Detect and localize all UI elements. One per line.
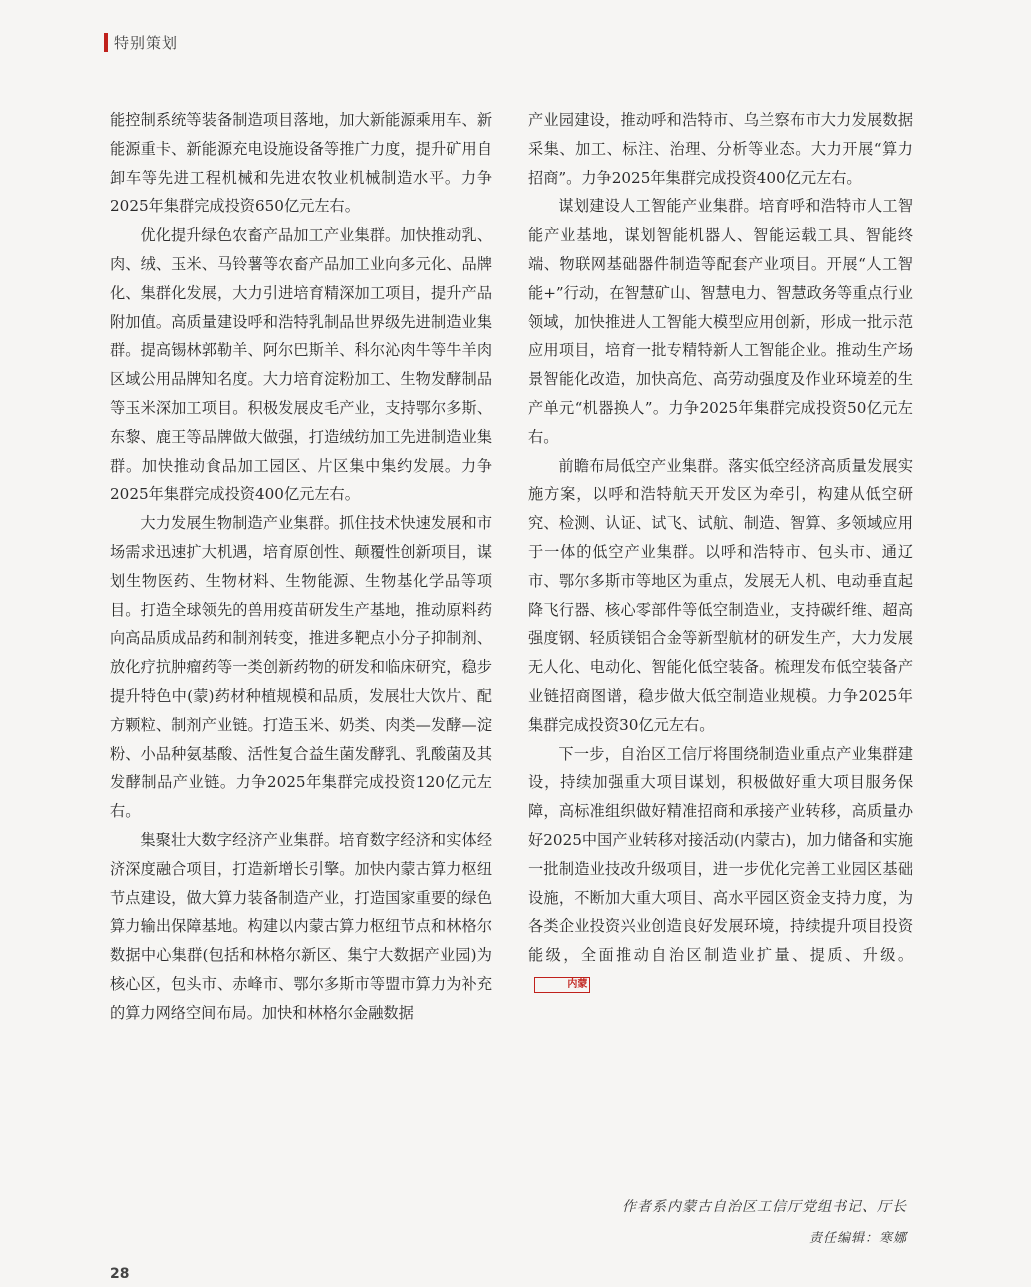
paragraph: 前瞻布局低空产业集群。落实低空经济高质量发展实施方案，以呼和浩特航天开发区为牵引，构建从低空研究、检测、认证、试飞、试航、制造、智算、多领域应用于一体的低空产业集群。以呼和浩特市、包头市、通辽市、鄂尔多斯市等地区为重点，发展无人机、电动垂直起降飞行器、核心零部件等低空制造业，支持碳纤维、超高强度钢、轻质镁铝合金等新型航材的研发生产，大力发展无人化、电动化、智能化低空装备。梳理发布低空装备产业链招商图谱，稳步做大低空制造业规模。力争2025年集群完成投资30亿元左右。 bbox=[528, 456, 913, 734]
section-title: 特别策划 bbox=[114, 34, 179, 52]
paragraph: 能控制系统等装备制造项目落地，加大新能源乘用车、新能源重卡、新能源充电设施设备等推广力度，提升矿用自卸车等先进工程机械和先进农牧业机械制造水平。力争2025年集群完成投资650亿元左右。 bbox=[110, 111, 492, 216]
final-paragraph bbox=[528, 740, 913, 999]
page-number: 28 bbox=[110, 1266, 130, 1282]
paragraph: 产业园建设，推动呼和浩特市、乌兰察布市大力发展数据采集、加工、标注、治理、分析等业态。大力开展“算力招商”。力争2025年集群完成投资400亿元左右。 bbox=[528, 111, 913, 187]
editor-credit: 责任编辑：寒娜 bbox=[808, 1231, 907, 1246]
left-column bbox=[110, 106, 492, 1028]
paragraph-text: 下一步，自治区工信厅将围绕制造业重点产业集群建设，持续加强重大项目谋划，积极做好重大项目服务保障，高标准组织做好精准招商和承接产业转移，高质量办好2025中国产业转移对接活动(内蒙古)，加力储备和实施一批制造业技改升级项目，进一步优化完善工业园区基础设施，不断加大重大项目、高水平园区资金支持力度，为各类企业投资兴业创造良好发展环境，持续提升项目投资能级，全面推动自治区制造业扩量、提质、升级。 bbox=[528, 744, 913, 965]
author-note: 作者系内蒙古自治区工信厅党组书记、厅长 bbox=[622, 1199, 907, 1215]
right-column bbox=[528, 106, 913, 999]
paragraph: 大力发展生物制造产业集群。抓住技术快速发展和市场需求迅速扩大机遇，培育原创性、颠覆性创新项目，谋划生物医药、生物材料、生物能源、生物基化学品等项目。打造全球领先的兽用疫苗研发生产基地，推动原料药向高品质成品药和制剂转变，推进多靶点小分子抑制剂、放化疗抗肿瘤药等一类创新药物的研发和临床研究，稳步提升特色中(蒙)药材种植规模和品质，发展壮大饮片、配方颗粒、制剂产业链。打造玉米、奶类、肉类—发酵—淀粉、小品种氨基酸、活性复合益生菌发酵乳、乳酸菌及其发酵制品产业链。力争2025年集群完成投资120亿元左右。 bbox=[110, 514, 492, 821]
end-mark-stamp: 内蒙 bbox=[534, 977, 590, 993]
paragraph: 谋划建设人工智能产业集群。培育呼和浩特市人工智能产业基地，谋划智能机器人、智能运载工具、智能终端、物联网基础器件制造等配套产业项目。开展“人工智能+”行动，在智慧矿山、智慧电力、智慧政务等重点行业领域，加快推进人工智能大模型应用创新，形成一批示范应用项目，培育一批专精特新人工智能企业。推动生产场景智能化改造，加快高危、高劳动强度及作业环境差的生产单元“机器换人”。力争2025年集群完成投资50亿元左右。 bbox=[528, 197, 913, 446]
paragraph: 优化提升绿色农畜产品加工产业集群。加快推动乳、肉、绒、玉米、马铃薯等农畜产品加工业向多元化、品牌化、集群化发展，大力引进培育精深加工项目，提升产品附加值。高质量建设呼和浩特乳制品世界级先进制造业集群。提高锡林郭勒羊、阿尔巴斯羊、科尔沁肉牛等牛羊肉区域公用品牌知名度。大力培育淀粉加工、生物发酵制品等玉米深加工项目。积极发展皮毛产业，支持鄂尔多斯、东黎、鹿王等品牌做大做强，打造绒纺加工先进制造业集群。加快推动食品加工园区、片区集中集约发展。力争2025年集群完成投资400亿元左右。 bbox=[110, 226, 492, 504]
section-accent-bar bbox=[104, 33, 108, 52]
section-header bbox=[104, 32, 178, 53]
paragraph: 集聚壮大数字经济产业集群。培育数字经济和实体经济深度融合项目，打造新增长引擎。加快内蒙古算力枢纽节点建设，做大算力装备制造产业，打造国家重要的绿色算力输出保障基地。构建以内蒙古算力枢纽节点和林格尔数据中心集群(包括和林格尔新区、集宁大数据产业园)为核心区，包头市、赤峰市、鄂尔多斯市等盟市算力为补充的算力网络空间布局。加快和林格尔金融数据 bbox=[110, 830, 492, 1022]
